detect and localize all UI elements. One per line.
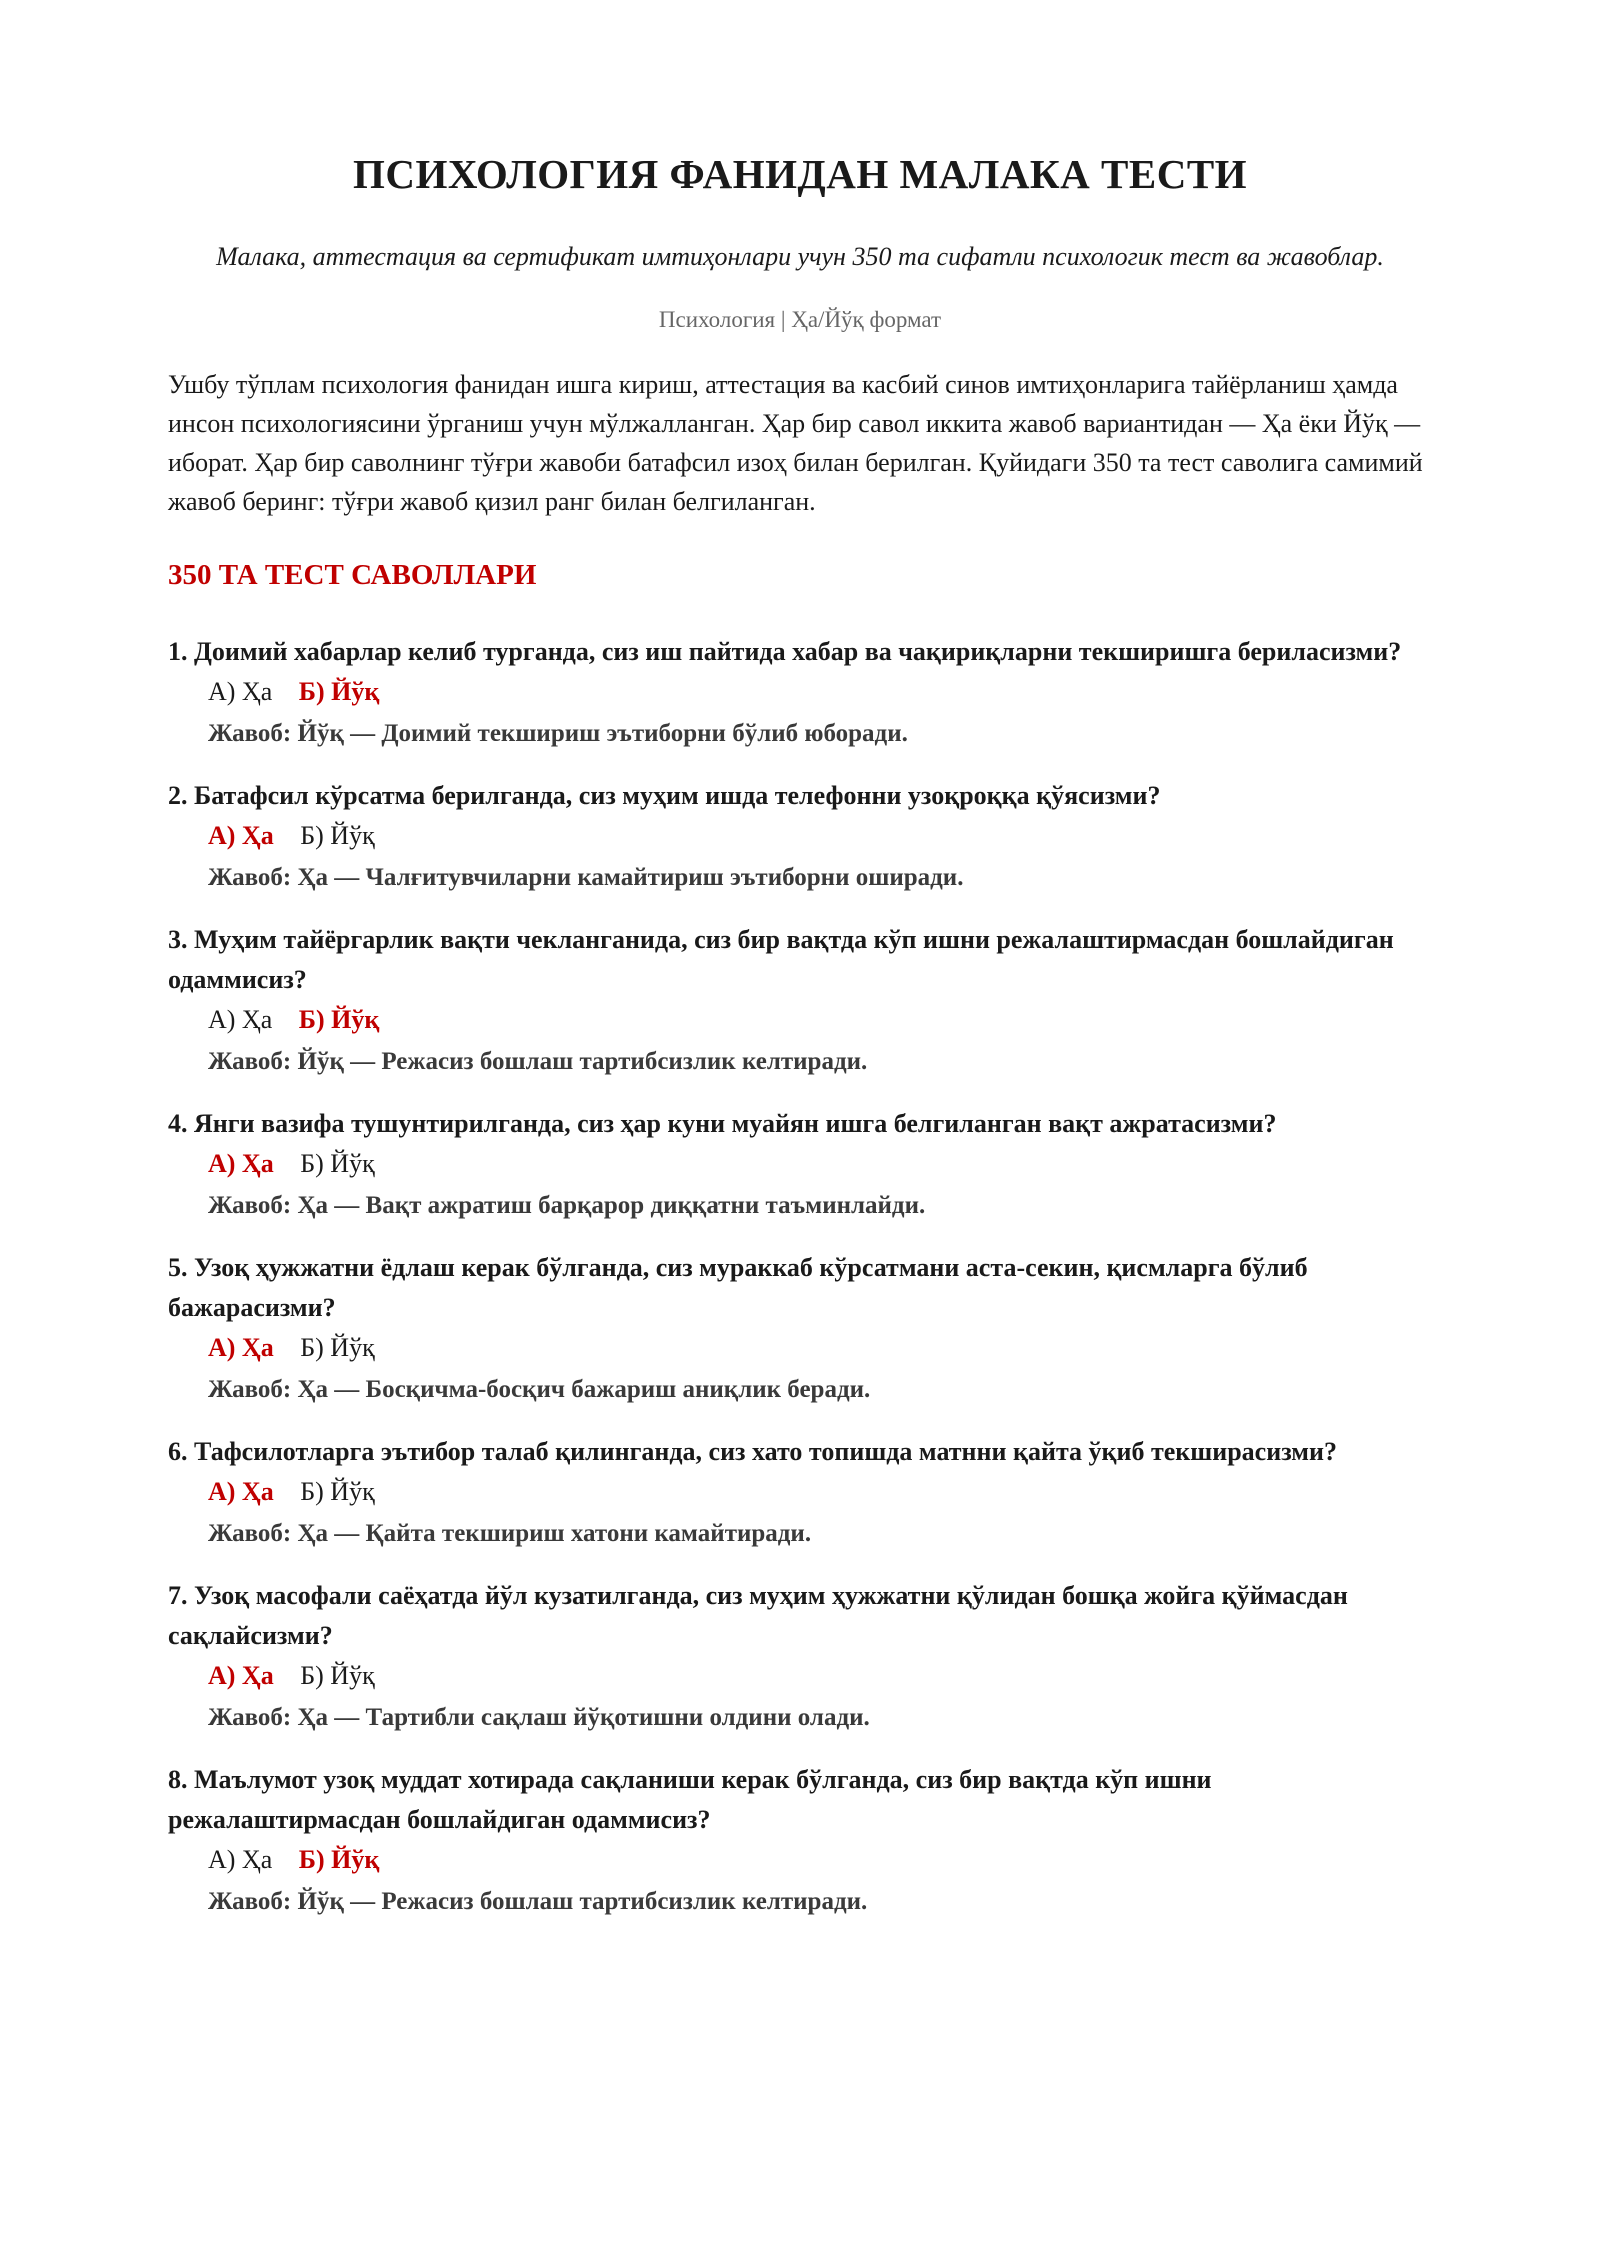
question-item [168,632,1432,756]
answer-explanation: Жавоб: Йўқ — Режасиз бошлаш тартибсизлик келтиради. [208,1048,868,1076]
option-b: Б) Йўқ [300,1477,375,1507]
option-b: Б) Йўқ [298,1005,380,1035]
option-b: Б) Йўқ [298,1845,380,1875]
question-text: 8. Маълумот узоқ муддат хотирада сақланиши керак бўлганда, сиз бир вақтда кўп ишни режалаштирмасдан бошлайдиган одаммисиз? [168,1765,1212,1835]
question-options [168,1000,1432,1040]
option-b: Б) Йўқ [300,1333,375,1363]
option-a: А) Ҳа [208,1005,273,1035]
option-a: А) Ҳа [208,1845,273,1875]
question-options [168,1656,1432,1696]
option-a: А) Ҳа [208,1477,274,1507]
question-item [168,920,1432,1084]
question-text: 1. Доимий хабарлар келиб турганда, сиз иш пайтида хабар ва чақириқларни текширишга бериласизми? [168,637,1402,667]
option-a: А) Ҳа [208,821,274,851]
section-heading: 350 ТА ТЕСТ САВОЛЛАРИ [168,559,537,592]
question-text: 6. Тафсилотларга эътибор талаб қилинганда, сиз хато топишда матнни қайта ўқиб текширасизми? [168,1437,1337,1467]
answer-explanation: Жавоб: Ҳа — Қайта текшириш хатони камайтиради. [208,1520,812,1548]
question-item [168,1248,1432,1412]
question-options [168,1840,1432,1880]
question-options [168,816,1432,856]
question-item [168,1432,1432,1556]
answer-explanation: Жавоб: Ҳа — Босқичма-босқич бажариш аниқлик беради. [208,1376,871,1404]
question-text: 4. Янги вазифа тушунтирилганда, сиз ҳар куни муайян ишга белгиланган вақт ажратасизми? [168,1109,1277,1139]
option-b: Б) Йўқ [300,1661,375,1691]
question-item [168,1760,1432,1924]
option-a: А) Ҳа [208,1149,274,1179]
document-subtitle: Малака, аттестация ва сертификат имтиҳонлари учун 350 та сифатли психологик тест ва жавоблар. [216,242,1384,272]
option-b: Б) Йўқ [298,677,380,707]
question-item [168,776,1432,900]
question-options [168,1472,1432,1512]
document-title: ПСИХОЛОГИЯ ФАНИДАН МАЛАКА ТЕСТИ [352,151,1248,197]
answer-explanation: Жавоб: Йўқ — Доимий текшириш эътиборни бўлиб юборади. [208,720,908,748]
question-options [168,1144,1432,1184]
question-text: 3. Муҳим тайёргарлик вақти чекланганида, сиз бир вақтда кўп ишни режалаштирмасдан бошлайдиган одаммисиз? [168,925,1394,995]
question-options [168,672,1432,712]
question-text: 2. Батафсил кўрсатма берилганда, сиз муҳим ишда телефонни узоқроққа қўясизми? [168,781,1161,811]
option-a: А) Ҳа [208,1661,274,1691]
question-item [168,1104,1432,1228]
option-b: Б) Йўқ [300,1149,375,1179]
answer-explanation: Жавоб: Йўқ — Режасиз бошлаш тартибсизлик келтиради. [208,1888,868,1916]
answer-explanation: Жавоб: Ҳа — Тартибли сақлаш йўқотишни олдини олади. [208,1704,870,1732]
intro-paragraph: Ушбу тўплам психология фанидан ишга кириш, аттестация ва касбий синов имтиҳонларига тайёрланиш ҳамда инсон психологиясини ўрганиш учун мўлжалланган. Ҳар бир савол иккита жавоб вариантидан — Ҳа ёки Йўқ — иборат. Ҳар бир саволнинг тўғри жавоби батафсил изоҳ билан берилган. Қуйидаги 350 та тест саволига самимий жавоб беринг: тўғри жавоб қизил ранг билан белгиланган. [168,370,1423,517]
question-list [168,632,1432,1924]
question-item [168,1576,1432,1740]
option-b: Б) Йўқ [300,821,375,851]
question-text: 7. Узоқ масофали саёҳатда йўл кузатилганда, сиз муҳим ҳужжатни қўлидан бошқа жойга қўймасдан сақлайсизми? [168,1581,1348,1651]
answer-explanation: Жавоб: Ҳа — Вақт ажратиш барқарор диққатни таъминлайди. [208,1192,926,1220]
option-a: А) Ҳа [208,1333,274,1363]
question-text: 5. Узоқ ҳужжатни ёдлаш керак бўлганда, сиз мураккаб кўрсатмани аста-секин, қисмларга бўлиб бажарасизми? [168,1253,1308,1323]
document-meta: Психология | Ҳа/Йўқ формат [658,307,942,333]
option-a: А) Ҳа [208,677,273,707]
question-options [168,1328,1432,1368]
answer-explanation: Жавоб: Ҳа — Чалғитувчиларни камайтириш эътиборни оширади. [208,864,964,892]
